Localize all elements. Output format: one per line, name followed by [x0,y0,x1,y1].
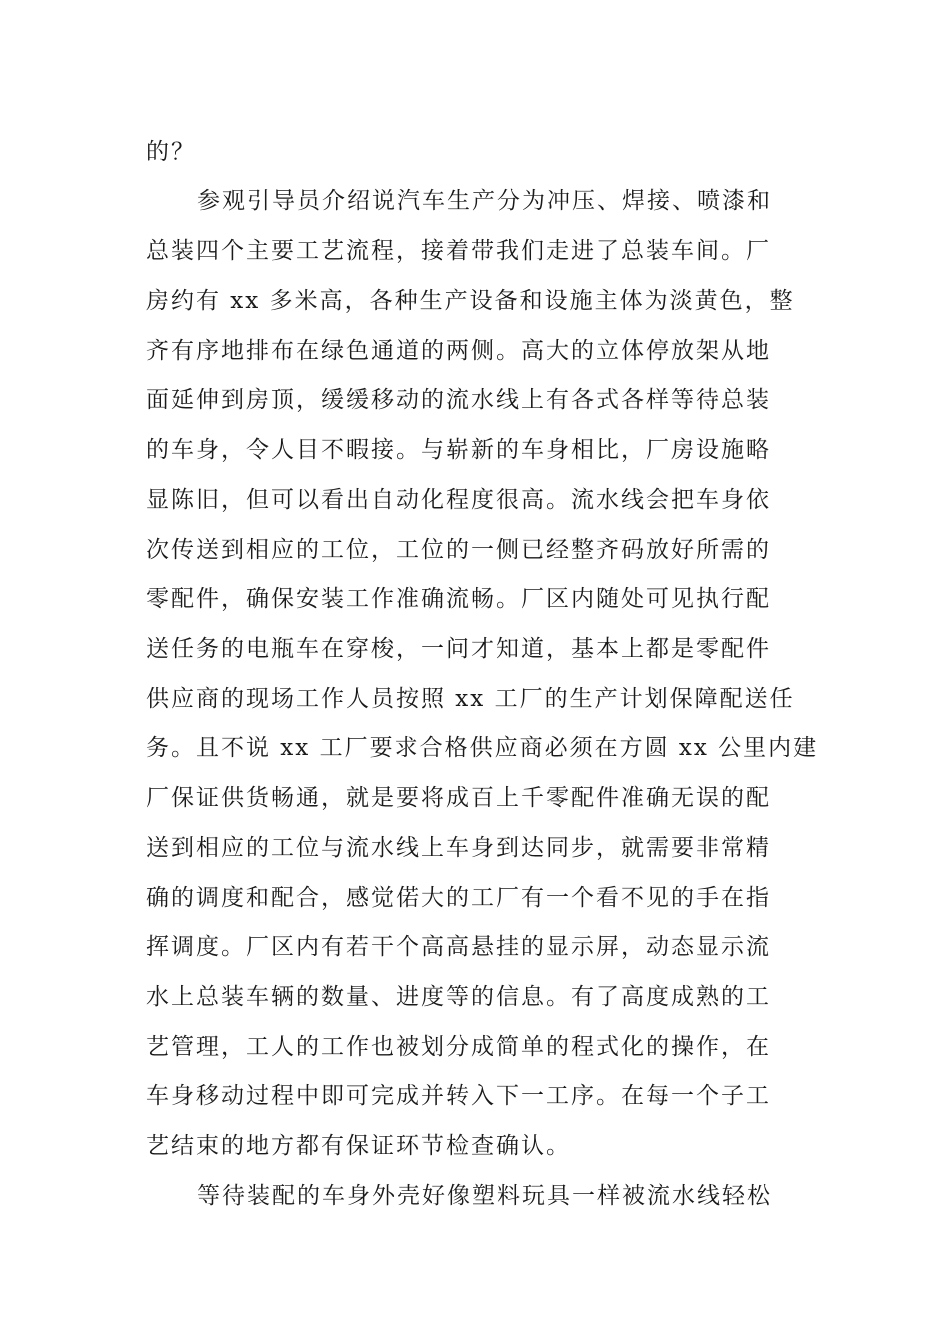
paragraph-first-line: 参观引导员介绍说汽车生产分为冲压、焊接、喷漆和 [197,188,772,214]
text-line: 厂保证供货畅通，就是要将成百上千零配件准确无误的配 [146,785,771,811]
text-line: 的？ [146,139,196,165]
text-line: 显陈旧，但可以看出自动化程度很高。流水线会把车身依 [146,487,771,513]
text-line: 水上总装车辆的数量、进度等的信息。有了高度成熟的工 [146,984,771,1010]
text-line: 送到相应的工位与流水线上车身到达同步，就需要非常精 [146,835,771,861]
text-line: 务。且不说 xx 工厂要求合格供应商必须在方圆 xx 公里内建 [146,735,819,761]
paragraph-first-line: 等待装配的车身外壳好像塑料玩具一样被流水线轻松 [197,1183,772,1209]
text-line: 挥调度。厂区内有若干个高高悬挂的显示屏，动态显示流 [146,934,771,960]
text-line: 齐有序地排布在绿色通道的两侧。高大的立体停放架从地 [146,338,771,364]
text-line: 房约有 xx 多米高，各种生产设备和设施主体为淡黄色，整 [146,288,795,314]
text-line: 艺结束的地方都有保证环节检查确认。 [146,1133,571,1159]
text-line: 总装四个主要工艺流程，接着带我们走进了总装车间。厂 [146,238,771,264]
text-line: 确的调度和配合，感觉偌大的工厂有一个看不见的手在指 [146,885,771,911]
text-line: 艺管理，工人的工作也被划分成简单的程式化的操作，在 [146,1034,771,1060]
text-line: 车身移动过程中即可完成并转入下一工序。在每一个子工 [146,1083,771,1109]
text-line: 零配件，确保安装工作准确流畅。厂区内随处可见执行配 [146,586,771,612]
text-line: 供应商的现场工作人员按照 xx 工厂的生产计划保障配送任 [146,686,795,712]
text-line: 送任务的电瓶车在穿梭，一问才知道，基本上都是零配件 [146,636,771,662]
text-line: 面延伸到房顶，缓缓移动的流水线上有各式各样等待总装 [146,387,771,413]
text-line: 次传送到相应的工位，工位的一侧已经整齐码放好所需的 [146,537,771,563]
text-line: 的车身，令人目不暇接。与崭新的车身相比，厂房设施略 [146,437,771,463]
